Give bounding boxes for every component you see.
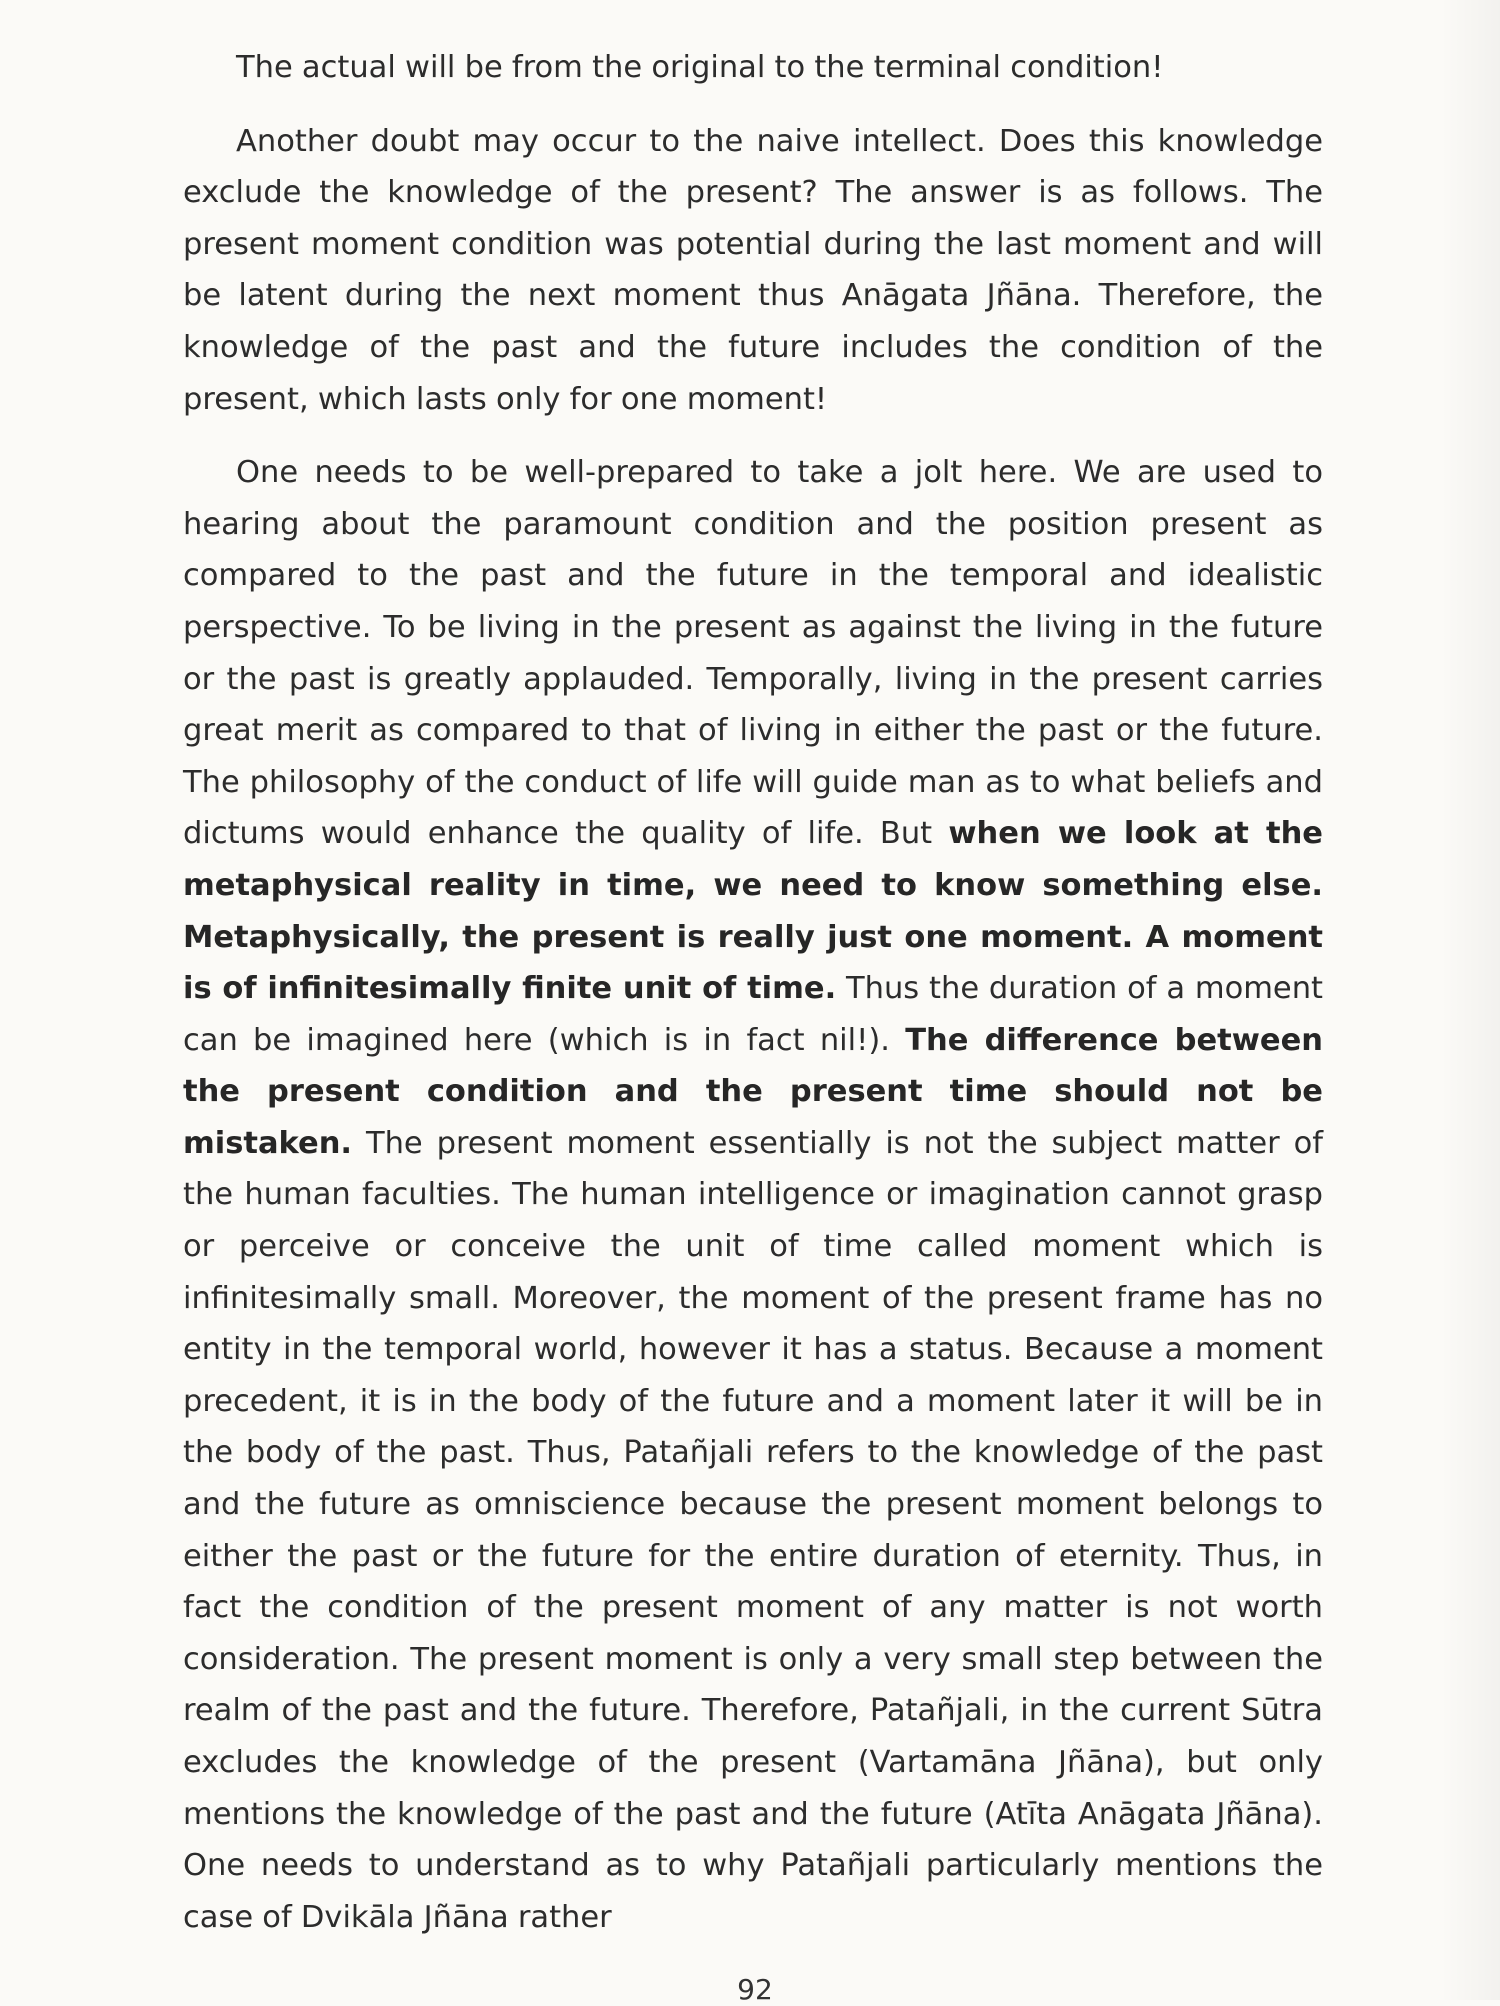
paragraph-3-bold-2: The difference between the present condition and the present time should not be mistaken. [183,1022,1323,1161]
page-number [0,1973,1500,2006]
page-edge-shadow [1440,0,1500,2000]
paragraph-1 [183,42,1323,94]
paragraph-1-text: The actual will be from the original to the terminal condition! [236,50,1164,85]
paragraph-2-text: Another doubt may occur to the naive intellect. Does this knowledge exclude the knowledge of the present? The answer is as follows. The present moment condition was potential during the last moment and will be latent during the next moment thus Anāgata Jñāna. Therefore, the knowledge of the past and the future includes the condition of the present, which lasts only for one moment! [183,123,1323,417]
page-number-text: 92 [737,1973,773,2006]
paragraph-3 [183,447,1323,1943]
paragraph-2 [183,116,1323,426]
paragraph-3-segment-1: One needs to be well-prepared to take a jolt here. We are used to hearing about the paramount condition and the position present as compared to the past and the future in the temporal and idealistic perspective. To be living in the present as against the living in the future or the past is greatly applauded. Temporally, living in the present carries great merit as compared to that of living in either the past or the future. The philosophy of the conduct of life will guide man as to what beliefs and dictums would enhance the quality of life. But [183,455,1323,852]
paragraph-3-segment-5: The present moment essentially is not the subject matter of the human faculties. The human intelligence or imagination cannot grasp or perceive or conceive the unit of time called moment which is infinitesimally small. Moreover, the moment of the present frame has no entity in the temporal world, however it has a status. Because a moment precedent, it is in the body of the future and a moment later it will be in the body of the past. Thus, Patañjali refers to the knowledge of the past and the future as omniscience because the present moment belongs to either the past or the future for the entire duration of eternity. Thus, in fact the condition of the present moment of any matter is not worth consideration. The present moment is only a very small step between the realm of the past and the future. Therefore, Patañjali, in the current Sūtra excludes the knowledge of the present (Vartamāna Jñāna), but only mentions the knowledge of the past and the future (Atīta Anāgata Jñāna). One needs to understand as to why Patañjali particularly mentions the case of Dvikāla Jñāna rather [183,1125,1323,1935]
paragraph-3-bold-1: when we look at the metaphysical reality in time, we need to know something else. Metaphysically, the present is really just one moment. A moment is of infinitesimally finite unit of time. [183,816,1323,1007]
paragraph-3-segment-3: Thus the duration of a moment can be imagined here (which is in fact nil!). [183,971,1323,1058]
body-text [183,42,1323,1965]
